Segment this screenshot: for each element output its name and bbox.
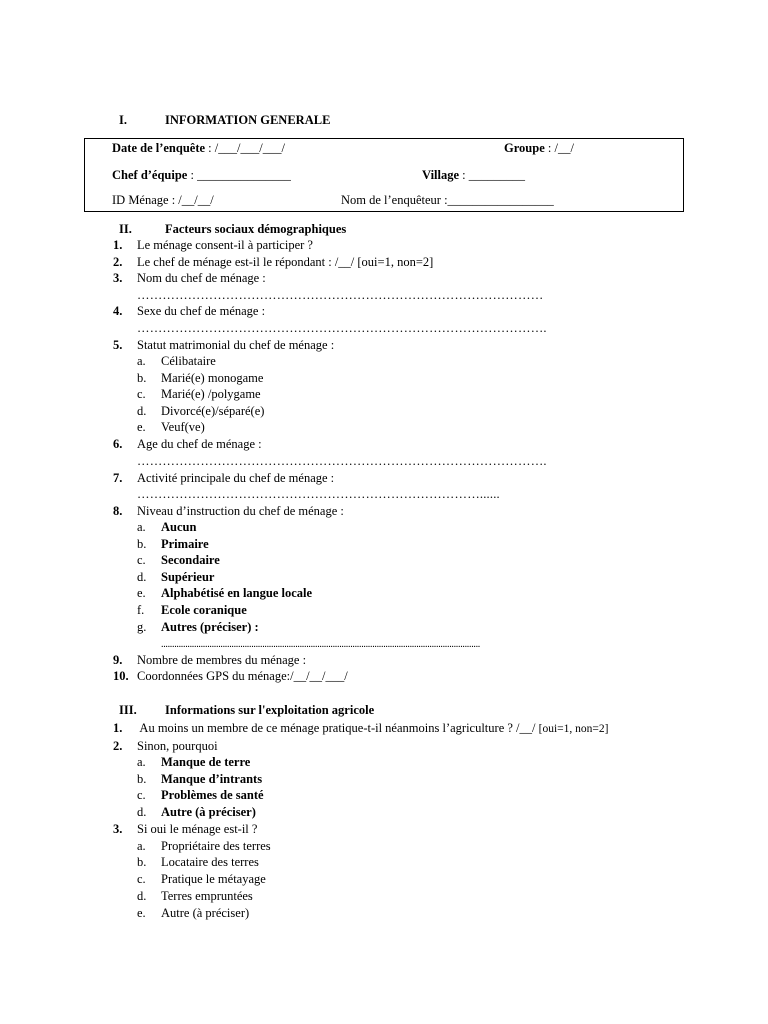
group-value: : /__/ — [544, 141, 574, 155]
question-answer-codes: [oui=1, non=2] — [538, 723, 609, 735]
answer-line-2-3: …………………………………………………………………………………… — [137, 288, 544, 302]
question-2-7 — [113, 470, 334, 487]
option-2-8-c — [137, 552, 220, 569]
team-leader-value: : _______________ — [187, 168, 291, 182]
question-number: 2. — [113, 255, 123, 269]
option-text: Pratique le métayage — [161, 872, 266, 886]
option-text: Divorcé(e)/séparé(e) — [161, 404, 265, 418]
question-number: 9. — [113, 653, 123, 667]
option-letter: c. — [137, 788, 146, 802]
question-text: Au moins un membre de ce ménage pratique-t-il néanmoins l’agriculture ? /__/ — [137, 721, 539, 735]
question-text: Nombre de membres du ménage : — [137, 653, 307, 667]
team-leader-label: Chef d’équipe — [112, 168, 188, 182]
option-letter: a. — [137, 755, 146, 769]
option-letter: c. — [137, 553, 146, 567]
option-letter: e. — [137, 420, 146, 434]
option-3-2-b — [137, 771, 262, 788]
option-text: Marié(e) monogame — [161, 371, 264, 385]
option-text: Locataire des terres — [161, 855, 259, 869]
option-letter: a. — [137, 520, 146, 534]
option-letter: d. — [137, 570, 147, 584]
option-letter: c. — [137, 387, 146, 401]
option-2-8-b — [137, 536, 209, 553]
question-number: 3. — [113, 271, 123, 285]
section-2-title: Facteurs sociaux démographiques — [165, 222, 347, 236]
option-2-5-d — [137, 403, 264, 420]
option-text: Propriétaire des terres — [161, 839, 271, 853]
option-letter: d. — [137, 889, 147, 903]
option-letter: b. — [137, 537, 147, 551]
question-text: Le ménage consent-il à participer ? — [137, 238, 313, 252]
question-2-2 — [113, 254, 433, 271]
question-text: Coordonnées GPS du ménage:/__/__/___/ — [137, 669, 348, 683]
option-text: Autre (à préciser) — [161, 805, 256, 819]
question-3-3 — [113, 821, 257, 838]
question-2-1 — [113, 237, 313, 254]
option-2-8-e — [137, 585, 312, 602]
question-2-6 — [113, 436, 262, 453]
answer-line-2-7: ………………………………………………………………………...... — [137, 487, 500, 501]
option-text: Supérieur — [161, 570, 215, 584]
option-letter: a. — [137, 839, 146, 853]
option-letter: d. — [137, 404, 147, 418]
option-text: Veuf(ve) — [161, 420, 205, 434]
question-number: 1. — [113, 238, 123, 252]
option-3-3-b — [137, 854, 259, 871]
question-number: 2. — [113, 739, 123, 753]
question-text: Sexe du chef de ménage : — [137, 304, 266, 318]
option-letter: b. — [137, 772, 147, 786]
section-3-number: III. — [119, 703, 137, 717]
survey-date-value: : /___/___/___/ — [205, 141, 285, 155]
option-letter: a. — [137, 354, 146, 368]
option-3-3-c — [137, 871, 266, 888]
question-3-1 — [113, 720, 608, 738]
question-number: 7. — [113, 471, 123, 485]
question-number: 4. — [113, 304, 123, 318]
option-text: Terres empruntées — [161, 889, 253, 903]
section-2-number: II. — [119, 222, 132, 236]
question-number: 5. — [113, 338, 123, 352]
question-text: Age du chef de ménage : — [137, 437, 262, 451]
option-text: Autre (à préciser) — [161, 906, 250, 920]
question-text: Nom du chef de ménage : — [137, 271, 266, 285]
village-field — [422, 167, 525, 184]
section-1-title: INFORMATION GENERALE — [165, 113, 331, 127]
option-text: Secondaire — [161, 553, 220, 567]
team-leader-field — [112, 167, 291, 184]
option-text: Manque d’intrants — [161, 772, 263, 786]
option-2-8-g — [137, 619, 259, 636]
option-3-2-c — [137, 787, 264, 804]
option-text: Ecole coranique — [161, 603, 247, 617]
option-3-2-a — [137, 754, 250, 771]
question-2-3 — [113, 270, 266, 287]
question-2-5 — [113, 337, 334, 354]
question-text: Si oui le ménage est-il ? — [137, 822, 258, 836]
option-text: Autres (préciser) : — [161, 620, 259, 634]
option-3-3-a — [137, 838, 271, 855]
option-3-2-d — [137, 804, 256, 821]
option-2-5-b — [137, 370, 263, 387]
survey-date-label: Date de l’enquête — [112, 141, 206, 155]
question-text: Niveau d’instruction du chef de ménage : — [137, 504, 344, 518]
option-2-8-a — [137, 519, 196, 536]
section-3-title: Informations sur l'exploitation agricole — [165, 703, 375, 717]
option-letter: e. — [137, 586, 146, 600]
survey-date-field — [112, 140, 285, 157]
option-letter: g. — [137, 620, 147, 634]
option-text: Aucun — [161, 520, 197, 534]
question-2-4 — [113, 303, 265, 320]
village-value: : _________ — [459, 168, 526, 182]
answer-line-2-6: ……………………………………………………………………………………. — [137, 454, 547, 468]
answer-line-2-8: ................................................................................................................................................. — [161, 639, 481, 650]
option-letter: d. — [137, 805, 147, 819]
group-field — [504, 140, 574, 157]
question-2-9 — [113, 652, 306, 669]
option-letter: c. — [137, 872, 146, 886]
village-label: Village — [422, 168, 460, 182]
group-label: Groupe — [504, 141, 545, 155]
question-text: Activité principale du chef de ménage : — [137, 471, 335, 485]
section-1-number: I. — [119, 113, 127, 127]
option-2-8-f — [137, 602, 247, 619]
question-number: 3. — [113, 822, 123, 836]
question-number: 10. — [113, 669, 129, 683]
question-number: 8. — [113, 504, 123, 518]
option-2-5-e — [137, 419, 205, 436]
option-text: Marié(e) /polygame — [161, 387, 261, 401]
question-text: Sinon, pourquoi — [137, 739, 218, 753]
option-3-3-d — [137, 888, 253, 905]
option-text: Primaire — [161, 537, 209, 551]
question-number: 6. — [113, 437, 123, 451]
option-text: Célibataire — [161, 354, 216, 368]
question-3-2 — [113, 738, 218, 755]
option-2-8-d — [137, 569, 214, 586]
option-3-3-e — [137, 905, 249, 922]
option-letter: b. — [137, 855, 147, 869]
question-text: Statut matrimonial du chef de ménage : — [137, 338, 335, 352]
option-2-5-a — [137, 353, 216, 370]
option-text: Alphabétisé en langue locale — [161, 586, 313, 600]
option-letter: b. — [137, 371, 147, 385]
question-2-8 — [113, 503, 344, 520]
option-2-5-c — [137, 386, 261, 403]
question-text: Le chef de ménage est-il le répondant : /__/ [oui=1, non=2] — [137, 255, 434, 269]
option-letter: e. — [137, 906, 146, 920]
answer-line-2-4: ……………………………………………………………………………………. — [137, 321, 547, 335]
option-letter: f. — [137, 603, 145, 617]
question-2-10 — [113, 668, 348, 685]
enumerator-name-field: Nom de l’enquêteur :_________________ — [341, 193, 554, 207]
option-text: Problèmes de santé — [161, 788, 264, 802]
option-text: Manque de terre — [161, 755, 251, 769]
question-number: 1. — [113, 721, 123, 735]
household-id-field: ID Ménage : /__/__/ — [112, 193, 214, 207]
